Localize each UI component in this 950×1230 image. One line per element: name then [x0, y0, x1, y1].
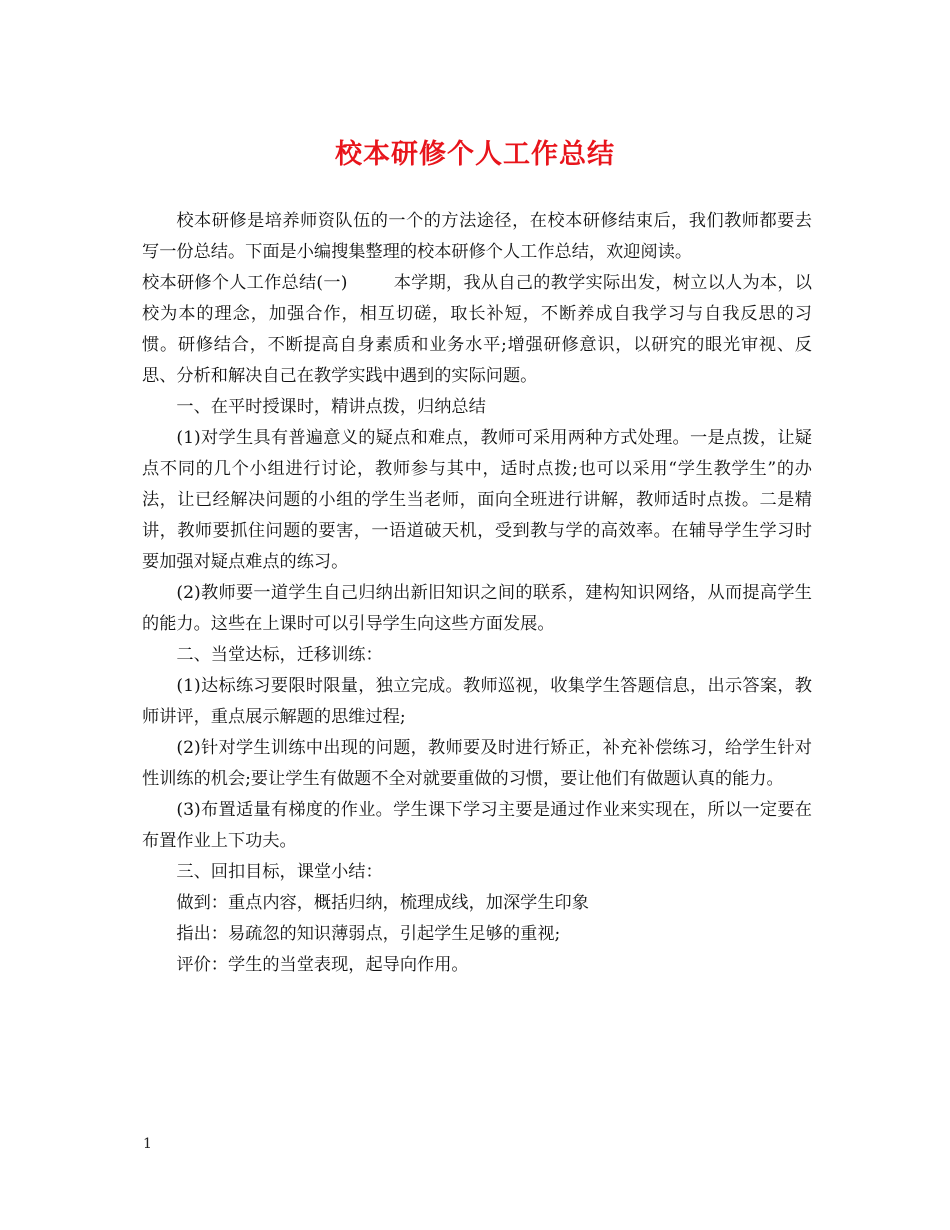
section-heading: 校本研修个人工作总结(一): [142, 273, 348, 293]
heading-1: 一、在平时授课时，精讲点拨，归纳总结: [176, 397, 486, 417]
page-number: 1: [143, 1136, 152, 1152]
section-intro: 本学期，我从自己的教学实际出发，树立以人为本，以校为本的理念，加强合作，相互切磋，取长补短，不断养成自我学习与自我反思的习惯。研修结合，不断提高自身素质和业务水平;增强研修意识，以研究的眼光审视、反思、分析和解决自己在教学实践中遇到的实际问题。: [142, 273, 812, 386]
paragraph-2-3: (3)布置适量有梯度的作业。学生课下学习主要是通过作业来实现在，所以一定要在布置作业上下功夫。: [142, 800, 812, 851]
paragraph-2-1: (1)达标练习要限时限量，独立完成。教师巡视，收集学生答题信息，出示答案，教师讲评，重点展示解题的思维过程;: [142, 676, 812, 727]
paragraph-3-2: 指出：易疏忽的知识薄弱点，引起学生足够的重视;: [176, 924, 561, 944]
document-body: [142, 206, 812, 981]
document-title: 校本研修个人工作总结: [335, 139, 615, 170]
heading-2: 二、当堂达标，迁移训练：: [176, 645, 383, 665]
heading-3: 三、回扣目标，课堂小结：: [176, 862, 383, 882]
paragraph-1-1: (1)对学生具有普遍意义的疑点和难点，教师可采用两种方式处理。一是点拨，让疑点不同的几个小组进行讨论，教师参与其中，适时点拨;也可以采用“学生教学生”的办法，让已经解决问题的小组的学生当老师，面向全班进行讲解，教师适时点拨。二是精讲，教师要抓住问题的要害，一语道破天机，受到教与学的高效率。在辅导学生学习时要加强对疑点难点的练习。: [142, 428, 812, 572]
paragraph-3-1: 做到：重点内容，概括归纳，梳理成线，加深学生印象: [176, 893, 589, 913]
paragraph-3-3: 评价：学生的当堂表现，起导向作用。: [176, 955, 469, 975]
section-paragraph: [142, 268, 812, 392]
paragraph-1-2: (2)教师要一道学生自己归纳出新旧知识之间的联系，建构知识网络，从而提高学生的能力。这些在上课时可以引导学生向这些方面发展。: [142, 583, 812, 634]
paragraph-2-2: (2)针对学生训练中出现的问题，教师要及时进行矫正，补充补偿练习，给学生针对性训练的机会;要让学生有做题不全对就要重做的习惯，要让他们有做题认真的能力。: [142, 738, 812, 789]
intro-paragraph: 校本研修是培养师资队伍的一个的方法途径，在校本研修结束后，我们教师都要去写一份总结。下面是小编搜集整理的校本研修个人工作总结，欢迎阅读。: [142, 211, 812, 262]
